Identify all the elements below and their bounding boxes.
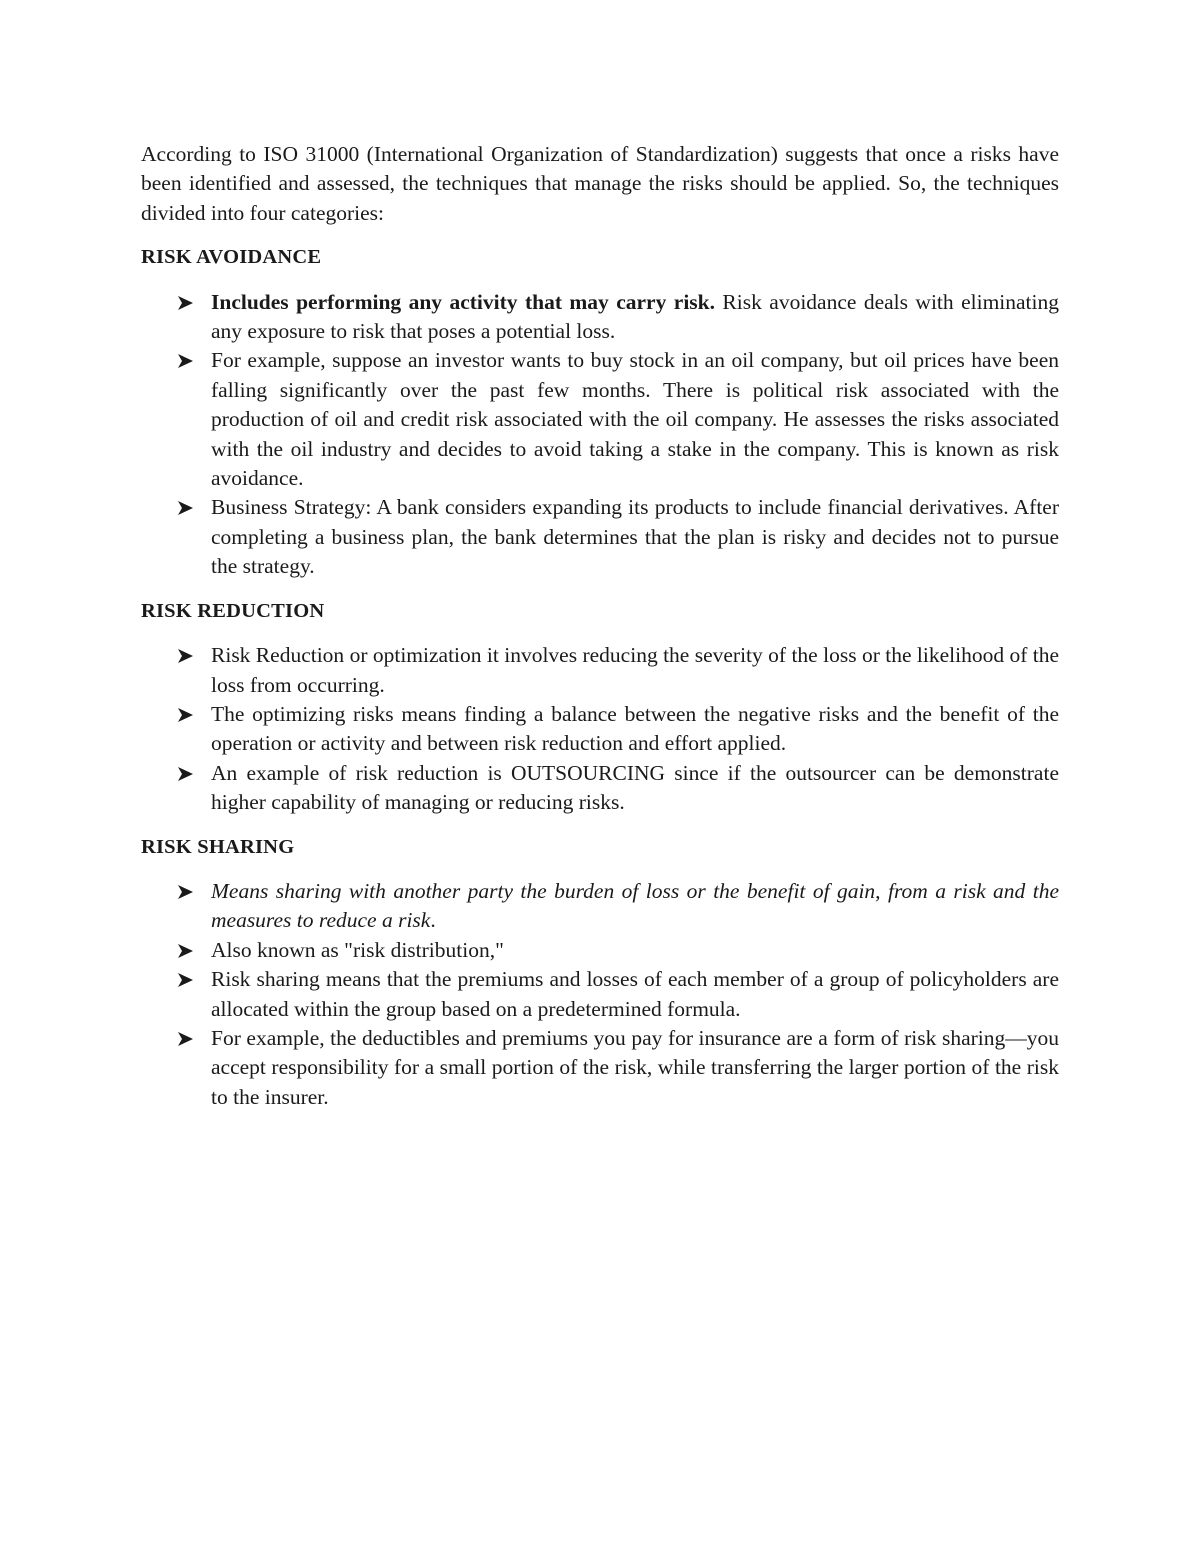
arrow-bullet-icon	[176, 493, 198, 522]
section-risk-sharing	[141, 833, 1059, 1113]
item-text: Risk sharing means that the premiums and losses of each member of a group of policyholders are allocated within the group based on a predetermined formula.	[211, 967, 1059, 1021]
item-text: .	[430, 908, 436, 933]
list-item	[141, 288, 1059, 347]
document-page	[141, 140, 1059, 1112]
list-item	[141, 759, 1059, 818]
arrow-bullet-icon	[176, 936, 198, 965]
arrow-bullet-icon	[176, 288, 198, 317]
section-risk-reduction	[141, 597, 1059, 818]
section-heading: RISK REDUCTION	[141, 599, 325, 622]
list-item	[141, 965, 1059, 1024]
item-text: Risk Reduction or optimization it involves reducing the severity of the loss or the likelihood of the loss from occurring.	[211, 643, 1059, 697]
bullet-list	[141, 877, 1059, 1112]
list-item	[141, 493, 1059, 581]
item-text: Business Strategy: A bank considers expanding its products to include financial derivatives. After completing a business plan, the bank determines that the plan is risky and decides not to pursue the strategy.	[211, 495, 1059, 579]
list-item	[141, 877, 1059, 936]
list-item	[141, 936, 1059, 965]
item-text: An example of risk reduction is OUTSOURCING since if the outsourcer can be demonstrate higher capability of managing or reducing risks.	[211, 760, 1059, 815]
list-item	[141, 1024, 1059, 1112]
item-text: For example, the deductibles and premiums you pay for insurance are a form of risk sharing—you accept responsibility for a small portion of the risk, while transferring the larger portion of the risk to the insurer.	[211, 1025, 1059, 1109]
section-risk-avoidance	[141, 243, 1059, 581]
section-heading: RISK SHARING	[141, 835, 295, 858]
intro-paragraph: According to ISO 31000 (International Organization of Standardization) suggests that once a risks have been identified and assessed, the techniques that manage the risks should be applied. So, the techniques divided into four categories:	[141, 142, 1059, 225]
item-text: Also known as "risk distribution,"	[211, 937, 504, 962]
item-text: The optimizing risks means finding a balance between the negative risks and the benefit of the operation or activity and between risk reduction and effort applied.	[211, 701, 1059, 756]
arrow-bullet-icon	[176, 641, 198, 670]
item-text: Risk avoidance deals with eliminating any exposure to risk that poses a potential loss.	[211, 289, 1060, 344]
arrow-bullet-icon	[176, 1024, 198, 1053]
list-item	[141, 346, 1059, 493]
item-text: For example, suppose an investor wants to buy stock in an oil company, but oil prices have been falling significantly over the past few months. There is political risk associated with the production of oil and credit risk associated with the oil company. He assesses the risks associated with the oil industry and decides to avoid taking a stake in the company. This is known as risk avoidance.	[211, 348, 1059, 491]
arrow-bullet-icon	[176, 965, 198, 994]
list-item	[141, 641, 1059, 700]
bullet-list	[141, 641, 1059, 817]
arrow-bullet-icon	[176, 877, 198, 906]
italic-lead-text: Means sharing with another party the burden of loss or the benefit of gain, from a risk and the measures to reduce a risk	[211, 878, 1059, 933]
bold-lead-text: Includes performing any activity that may carry risk.	[211, 289, 715, 314]
bullet-list	[141, 288, 1059, 582]
section-heading: RISK AVOIDANCE	[141, 246, 322, 269]
list-item	[141, 700, 1059, 759]
arrow-bullet-icon	[176, 700, 198, 729]
arrow-bullet-icon	[176, 346, 198, 375]
arrow-bullet-icon	[176, 759, 198, 788]
